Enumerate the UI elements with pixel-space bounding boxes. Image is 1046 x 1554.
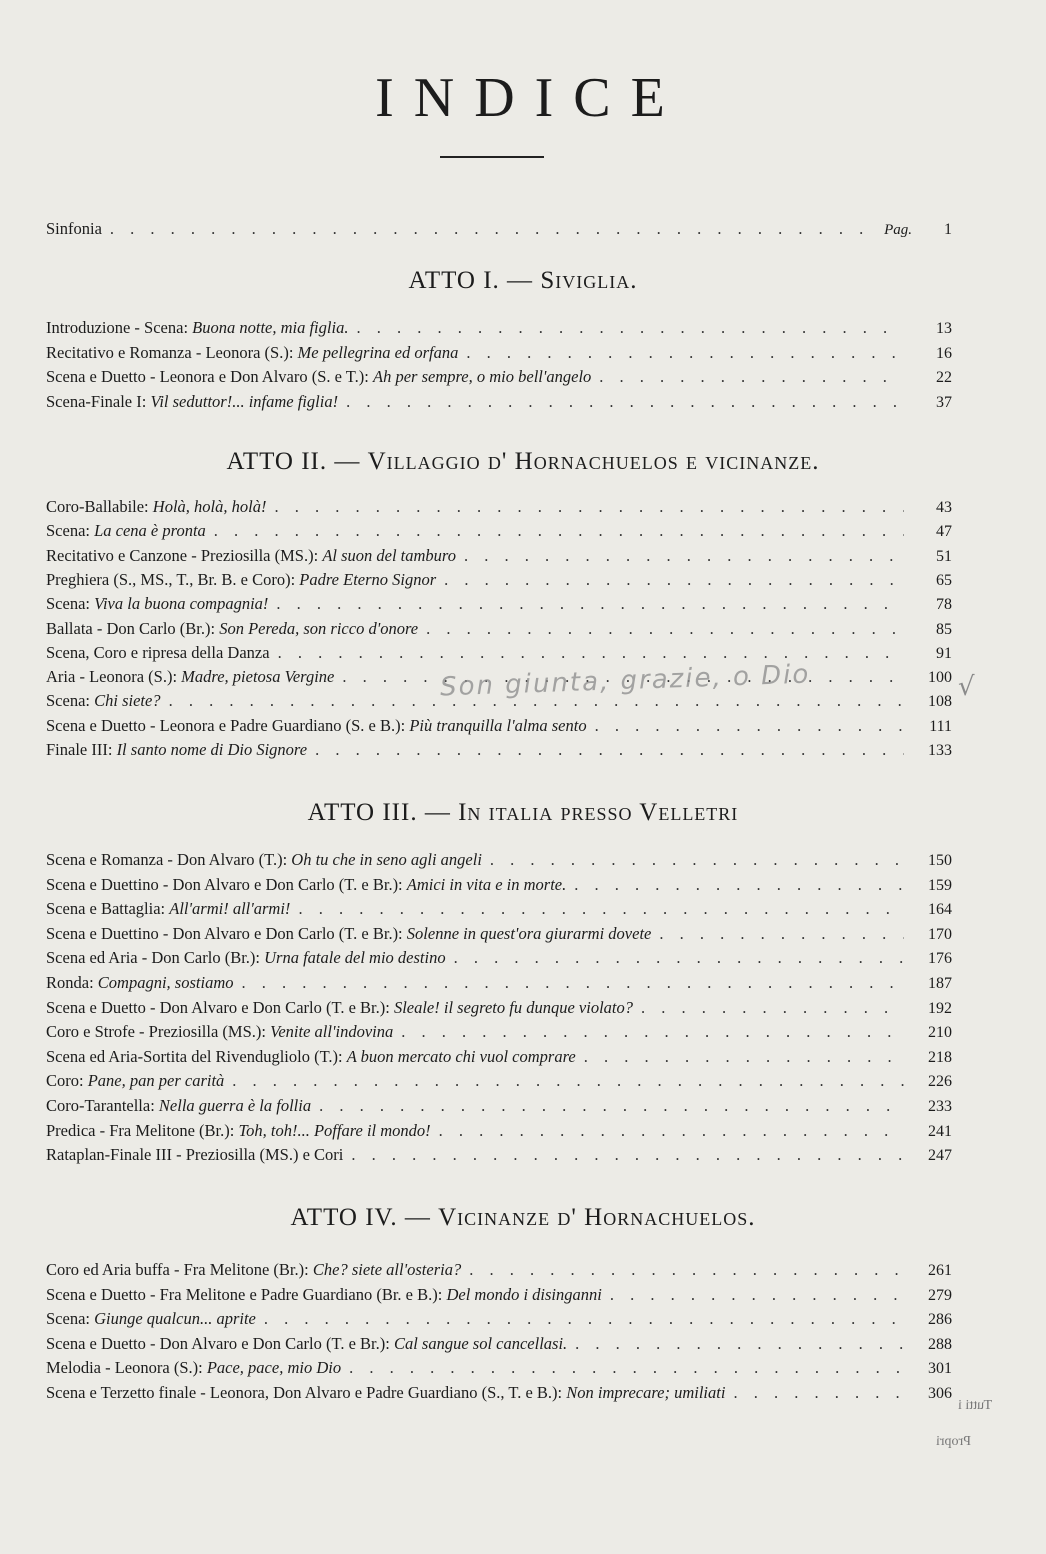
entry-incipit: Buona notte, mia figlia.: [192, 318, 349, 337]
entry-description: Coro ed Aria buffa - Fra Melitone (Br.):: [46, 1260, 313, 1279]
entry-label: [46, 643, 270, 663]
entry-description: Scena:: [46, 1309, 95, 1329]
entry-label: [46, 973, 233, 993]
entry-page: 51: [936, 547, 952, 565]
entry-page: 85: [936, 620, 952, 638]
toc-entry: [46, 850, 952, 874]
entry-page: 111: [929, 717, 952, 735]
bleed-through-text: Propri: [936, 1434, 971, 1449]
leader-dots: [264, 1309, 904, 1329]
check-mark-icon: √: [958, 672, 975, 702]
toc-entry: [46, 1309, 952, 1333]
leader-dots: [356, 318, 904, 338]
entry-label: [46, 667, 334, 687]
act-number: ATTO IV. —: [290, 1204, 431, 1231]
entry-description: Scena e Battaglia:: [46, 899, 170, 919]
leader-dots: [298, 899, 904, 919]
leader-dots: [469, 1260, 904, 1280]
leader-dots: [490, 850, 904, 870]
toc-entry: [46, 1047, 952, 1071]
entry-label: [46, 1383, 725, 1403]
entry-label: [46, 740, 307, 760]
leader-dots: [401, 1022, 904, 1042]
leader-dots: [349, 1358, 904, 1378]
entry-incipit: All'armi! all'armi!: [169, 899, 291, 919]
entry-description: Recitativo e Romanza - Leonora (S.):: [46, 342, 298, 362]
toc-entry: [46, 1383, 952, 1407]
entry-description: Scena e Duetto - Don Alvaro e Don Carlo (T. e Br.):: [46, 997, 394, 1017]
leader-dots: [574, 875, 904, 895]
toc-entry: [46, 318, 952, 342]
entry-incipit: Pane, pan per carità: [87, 1071, 225, 1091]
entry-description: Scena e Duetto - Leonora e Padre Guardiano (S. e B.):: [46, 715, 410, 735]
leader-dots: [599, 367, 904, 387]
entry-incipit: Padre Eterno Signor: [299, 569, 437, 589]
entry-page: 187: [928, 975, 952, 992]
leader-dots: [610, 1285, 904, 1305]
entry-label: [46, 1285, 602, 1305]
entry-incipit: Al suon del tamburo: [322, 545, 456, 565]
entry-label: [46, 1121, 431, 1141]
entry-incipit: Amici in vita e in morte.: [406, 874, 567, 894]
entry-page: 210: [928, 1024, 952, 1042]
entry-label: [46, 343, 458, 363]
entry-label: [46, 570, 436, 590]
entry-label: [46, 691, 161, 711]
entry-description: Ronda:: [46, 973, 98, 992]
leader-dots: [584, 1047, 904, 1067]
entry-label: [46, 1022, 393, 1042]
leader-dots: [641, 998, 904, 1018]
toc-entry: [46, 570, 952, 594]
toc-entry: [46, 367, 952, 391]
toc-entry: [46, 392, 952, 416]
entry-description: Scena e Duettino - Don Alvaro e Don Carlo (T. e Br.):: [46, 923, 407, 943]
entry-page: 241: [928, 1122, 952, 1140]
entry-description: Predica - Fra Melitone (Br.):: [46, 1120, 239, 1140]
entry-label: [46, 1260, 461, 1280]
toc-entry: [46, 716, 952, 740]
entry-description: Aria - Leonora (S.):: [46, 667, 182, 687]
entry-page: 306: [928, 1385, 952, 1402]
entry-incipit: Toh, toh!... Poffare il mondo!: [238, 1120, 431, 1140]
entry-label: [46, 392, 338, 412]
entry-label: [46, 367, 591, 387]
toc-entry: [46, 875, 952, 899]
entry-label: [46, 850, 482, 870]
entry-label: [46, 594, 268, 614]
leader-dots: [214, 521, 904, 541]
leader-dots: [454, 948, 904, 968]
entry-label: [46, 1145, 343, 1165]
entry-label: [46, 899, 290, 919]
leader-dots: [464, 546, 904, 566]
entry-incipit: Sleale! il segreto fu dunque violato?: [393, 997, 633, 1017]
toc-entry: [46, 973, 952, 997]
entry-label: [46, 318, 348, 338]
entry-description: Introduzione - Scena:: [46, 318, 193, 337]
entry-description: Coro-Ballabile:: [46, 497, 153, 516]
entry-page: 261: [928, 1262, 952, 1279]
entry-page: 108: [928, 693, 952, 711]
leader-dots: [439, 1121, 904, 1141]
entry-label: [46, 924, 651, 944]
toc-entry: [46, 497, 952, 521]
toc-entry: [46, 643, 952, 667]
entry-incipit: Viva la buona compagnia!: [94, 594, 269, 614]
page-title: INDICE: [375, 67, 685, 129]
entry-page: 100: [928, 669, 952, 687]
entry-page: 233: [928, 1098, 952, 1115]
entry-description: Coro-Tarantella:: [46, 1096, 159, 1115]
toc-entry: [46, 1260, 952, 1284]
toc-entry: [46, 924, 952, 948]
leader-dots: [659, 924, 904, 944]
entry-incipit: Chi siete?: [94, 691, 161, 711]
act-heading: [0, 448, 1046, 476]
toc-entry: [46, 1096, 952, 1120]
entry-page: 37: [936, 393, 952, 411]
leader-dots: [278, 643, 904, 663]
entry-page: 22: [936, 369, 952, 386]
entry-page: 286: [928, 1311, 952, 1329]
entry-page: 279: [928, 1286, 952, 1304]
entry-description: Scena e Duetto - Don Alvaro e Don Carlo (T. e Br.):: [46, 1333, 394, 1353]
entry-incipit: Holà, holà, holà!: [152, 497, 267, 516]
leader-dots: [241, 973, 904, 993]
entry-label: [46, 497, 266, 517]
entry-description: Coro e Strofe - Preziosilla (MS.):: [46, 1022, 271, 1042]
entry-page: 65: [936, 571, 952, 589]
leader-dots: [232, 1071, 904, 1091]
entry-incipit: La cena è pronta: [94, 521, 206, 541]
entry-incipit: Solenne in quest'ora giurarmi dovete: [406, 923, 652, 943]
entry-incipit: Più tranquilla l'alma sento: [409, 715, 587, 735]
entry-incipit: Vil seduttor!... infame figlia!: [150, 391, 339, 411]
entry-label: [46, 1047, 576, 1067]
act-heading: [0, 799, 1046, 827]
entry-incipit: Me pellegrina ed orfana: [297, 342, 459, 362]
toc-entry: [46, 1071, 952, 1095]
entry-incipit: Non imprecare; umiliati: [566, 1383, 726, 1402]
entry-page: 43: [936, 499, 952, 516]
entry-label: [46, 1309, 256, 1329]
entry-label: [46, 875, 566, 895]
toc-entry: [46, 1334, 952, 1358]
entry-page: 226: [928, 1073, 952, 1091]
entry-label: [46, 1334, 567, 1354]
entry-incipit: Cal sangue sol cancellasi.: [393, 1333, 568, 1353]
leader-dots: [351, 1145, 904, 1165]
toc-entry: [46, 1358, 952, 1382]
leader-dots: [575, 1334, 904, 1354]
entry-label: [46, 1071, 224, 1091]
entry-label: [46, 546, 456, 566]
leader-dots: [274, 497, 904, 517]
toc-entry: [46, 1022, 952, 1046]
entry-description: Scena:: [46, 691, 95, 711]
entry-description: Scena e Romanza - Don Alvaro (T.):: [46, 850, 292, 869]
entry-description: Scena ed Aria-Sortita del Rivendugliolo (T.):: [46, 1046, 347, 1066]
leader-dots: [466, 343, 904, 363]
entry-sinfonia: [46, 219, 952, 243]
toc-entry: [46, 1145, 952, 1169]
entry-page: 47: [936, 523, 952, 541]
entry-incipit: Oh tu che in seno agli angeli: [291, 850, 482, 869]
act-name: Vicinanze d' Hornachuelos.: [438, 1204, 756, 1231]
act-number: ATTO II. —: [226, 448, 361, 475]
entry-description: Scena e Terzetto finale - Leonora, Don Alvaro e Padre Guardiano (S., T. e B.):: [46, 1383, 567, 1402]
entry-page: 218: [928, 1048, 952, 1066]
entry-page: 288: [928, 1335, 952, 1353]
entry-label: [46, 1358, 341, 1378]
entry-description: Scena-Finale I:: [46, 391, 151, 411]
act-name: Villaggio d' Hornachuelos e vicinanze.: [367, 448, 820, 475]
entry-incipit: Il santo nome di Dio Signore: [116, 740, 308, 759]
toc-entry: [46, 1121, 952, 1145]
entry-page: 16: [936, 344, 952, 362]
entry-label: [46, 998, 633, 1018]
leader-dots: [733, 1383, 904, 1403]
title-divider: [440, 156, 544, 158]
leader-dots: [595, 716, 904, 736]
entry-incipit: Madre, pietosa Vergine: [181, 667, 335, 687]
entry-page: 78: [936, 596, 952, 614]
leader-dots: [319, 1096, 904, 1116]
entry-incipit: Giunge qualcun... aprite: [94, 1309, 256, 1329]
toc-entry: [46, 740, 952, 764]
toc-entry: [46, 1285, 952, 1309]
entry-incipit: Compagni, sostiamo: [97, 973, 234, 992]
entry-incipit: Pace, pace, mio Dio: [206, 1358, 342, 1378]
entry-description: Scena e Duetto - Leonora e Don Alvaro (S. e T.):: [46, 367, 373, 386]
toc-entry: [46, 948, 952, 972]
entry-description: Scena e Duetto - Fra Melitone e Padre Guardiano (Br. e B.):: [46, 1284, 447, 1304]
entry-incipit: Del mondo i disinganni: [446, 1284, 602, 1304]
entry-description: Scena, Coro e ripresa della Danza: [46, 642, 270, 662]
toc-entry: [46, 521, 952, 545]
entry-description: Scena ed Aria - Don Carlo (Br.):: [46, 948, 265, 968]
leader-dots: [444, 570, 904, 590]
entry-page: 150: [928, 852, 952, 869]
entry-description: Coro:: [46, 1071, 88, 1091]
toc-entry: [46, 594, 952, 618]
toc-entry: [46, 546, 952, 570]
entry-incipit: A buon mercato chi vuol comprare: [346, 1046, 576, 1066]
entry-page: 192: [928, 999, 952, 1017]
entry-incipit: Urna fatale del mio destino: [264, 948, 446, 968]
entry-incipit: Nella guerra è la follia: [158, 1096, 312, 1115]
entry-incipit: Venite all'indovina: [270, 1022, 394, 1042]
act-heading: [0, 267, 1046, 295]
leader-dots: [315, 740, 904, 760]
entry-description: Rataplan-Finale III - Preziosilla (MS.) e Cori: [46, 1145, 344, 1165]
leader-dots: [110, 219, 876, 239]
entry-description: Preghiera (S., MS., T., Br. B. e Coro):: [46, 569, 300, 589]
entry-page: 1: [944, 221, 952, 238]
leader-dots: [276, 594, 904, 614]
toc-entry: [46, 343, 952, 367]
act-number: ATTO I. —: [408, 267, 534, 294]
entry-page: 159: [928, 876, 952, 894]
entry-label: [46, 716, 587, 736]
toc-entry: [46, 619, 952, 643]
bleed-through-text: Tutti i: [958, 1398, 993, 1413]
entry-incipit: Ah per sempre, o mio bell'angelo: [373, 367, 592, 386]
entry-description: Finale III:: [46, 740, 117, 759]
entry-description: Recitativo e Canzone - Preziosilla (MS.):: [46, 545, 323, 565]
entry-page: 301: [928, 1360, 952, 1378]
leader-dots: [346, 392, 904, 412]
entry-description: Melodia - Leonora (S.):: [46, 1358, 207, 1378]
entry-page: 91: [936, 644, 952, 662]
entry-label: [46, 521, 206, 541]
entry-incipit: Son Pereda, son ricco d'onore: [219, 618, 419, 638]
entry-description: Scena e Duettino - Don Alvaro e Don Carlo (T. e Br.):: [46, 874, 407, 894]
act-name: In italia presso Velletri: [458, 799, 739, 826]
entry-label: [46, 619, 418, 639]
entry-page: 176: [928, 950, 952, 968]
entry-page: 164: [928, 901, 952, 919]
act-heading: [0, 1204, 1046, 1232]
entry-page: 13: [936, 320, 952, 337]
handwritten-annotation: Son giunta, grazie, o Dio: [439, 659, 811, 703]
entry-description: Scena:: [46, 521, 95, 541]
entry-page: 247: [928, 1147, 952, 1165]
entry-page: 133: [928, 742, 952, 759]
toc-entry: [46, 998, 952, 1022]
entry-incipit: Che? siete all'osteria?: [312, 1260, 462, 1279]
entry-page: 170: [928, 925, 952, 943]
act-name: Siviglia.: [540, 267, 638, 294]
pag-column-label: Pag.: [884, 222, 912, 238]
leader-dots: [426, 619, 904, 639]
act-number: ATTO III. —: [307, 799, 451, 826]
entry-description: Scena:: [46, 594, 95, 614]
entry-label: [46, 1096, 311, 1116]
entry-label: [46, 948, 446, 968]
toc-entry: [46, 899, 952, 923]
entry-description: Ballata - Don Carlo (Br.):: [46, 618, 220, 638]
entry-label: Sinfonia: [46, 219, 102, 238]
